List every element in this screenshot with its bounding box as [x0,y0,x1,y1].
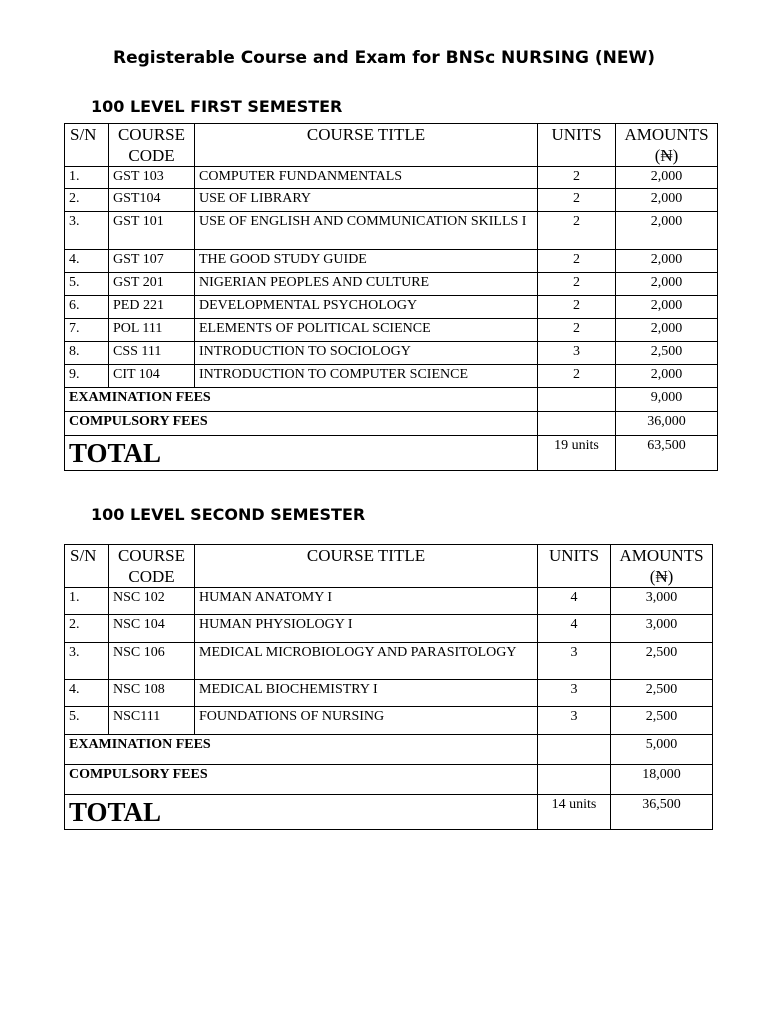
total-row [65,436,718,471]
header-amounts: AMOUNTS (₦) [616,124,718,167]
document-title: Registerable Course and Exam for BNSc NURSING (NEW) [113,48,655,68]
total-label: TOTAL [65,436,538,471]
row-sn: 2. [65,615,109,643]
row-units: 2 [538,319,616,342]
table-row [65,365,718,388]
row-sn: 4. [65,250,109,273]
table-row [65,250,718,273]
exam-fees-amount: 9,000 [616,388,718,412]
table-row [65,273,718,296]
header-course-code: COURSE CODE [109,124,195,167]
row-code: NSC 104 [109,615,195,643]
row-title: FOUNDATIONS OF NURSING [195,707,538,735]
compulsory-fees-amount: 36,000 [616,412,718,436]
row-title: MEDICAL BIOCHEMISTRY I [195,680,538,707]
row-amount: 2,500 [616,342,718,365]
row-code: NSC111 [109,707,195,735]
row-title: INTRODUCTION TO SOCIOLOGY [195,342,538,365]
total-label: TOTAL [65,795,538,830]
row-code: NSC 106 [109,643,195,680]
row-code: CIT 104 [109,365,195,388]
row-sn: 2. [65,189,109,212]
row-units: 3 [538,680,611,707]
row-units: 2 [538,212,616,250]
row-amount: 2,000 [616,273,718,296]
row-amount: 2,000 [616,319,718,342]
header-units: UNITS [538,545,611,588]
row-title: INTRODUCTION TO COMPUTER SCIENCE [195,365,538,388]
row-code: POL 111 [109,319,195,342]
row-amount: 2,500 [611,680,713,707]
row-title: HUMAN ANATOMY I [195,588,538,615]
row-units: 2 [538,250,616,273]
row-title: ELEMENTS OF POLITICAL SCIENCE [195,319,538,342]
row-units: 2 [538,189,616,212]
row-sn: 8. [65,342,109,365]
total-amount: 36,500 [611,795,713,830]
exam-fees-row [65,388,718,412]
header-units: UNITS [538,124,616,167]
row-units: 3 [538,707,611,735]
row-code: GST 101 [109,212,195,250]
first-semester-heading: 100 LEVEL FIRST SEMESTER [91,97,343,116]
row-code: NSC 102 [109,588,195,615]
row-units: 4 [538,615,611,643]
header-course-title: COURSE TITLE [195,545,538,588]
row-amount: 2,000 [616,365,718,388]
total-row [65,795,713,830]
row-sn: 5. [65,707,109,735]
second-semester-table [64,544,713,830]
row-sn: 1. [65,588,109,615]
row-title: DEVELOPMENTAL PSYCHOLOGY [195,296,538,319]
row-sn: 7. [65,319,109,342]
exam-fees-label: EXAMINATION FEES [65,735,538,765]
compulsory-fees-row [65,412,718,436]
row-title: MEDICAL MICROBIOLOGY AND PARASITOLOGY [195,643,538,680]
row-units: 3 [538,643,611,680]
row-code: GST 201 [109,273,195,296]
row-amount: 2,000 [616,250,718,273]
table-row [65,342,718,365]
compulsory-fees-label: COMPULSORY FEES [65,412,538,436]
row-units: 2 [538,167,616,189]
row-units: 3 [538,342,616,365]
row-units: 2 [538,296,616,319]
row-sn: 3. [65,212,109,250]
compulsory-fees-amount: 18,000 [611,765,713,795]
table-row [65,707,713,735]
table-row [65,189,718,212]
table-row [65,680,713,707]
table-row [65,212,718,250]
row-code: GST104 [109,189,195,212]
total-units: 19 units [538,436,616,471]
header-amounts: AMOUNTS (₦) [611,545,713,588]
table-header-row [65,545,713,588]
row-sn: 9. [65,365,109,388]
table-row [65,296,718,319]
row-amount: 2,500 [611,707,713,735]
row-title: COMPUTER FUNDANMENTALS [195,167,538,189]
header-course-code: COURSE CODE [109,545,195,588]
row-amount: 2,000 [616,212,718,250]
row-sn: 6. [65,296,109,319]
exam-fees-row [65,735,713,765]
exam-fees-label: EXAMINATION FEES [65,388,538,412]
row-code: NSC 108 [109,680,195,707]
second-semester-heading: 100 LEVEL SECOND SEMESTER [91,505,366,524]
row-title: USE OF ENGLISH AND COMMUNICATION SKILLS I [195,212,538,250]
table-header-row [65,124,718,167]
row-amount: 3,000 [611,588,713,615]
row-units: 2 [538,365,616,388]
row-amount: 2,000 [616,189,718,212]
row-amount: 2,000 [616,167,718,189]
row-sn: 5. [65,273,109,296]
row-amount: 3,000 [611,615,713,643]
exam-fees-amount: 5,000 [611,735,713,765]
row-title: USE OF LIBRARY [195,189,538,212]
row-amount: 2,000 [616,296,718,319]
row-title: THE GOOD STUDY GUIDE [195,250,538,273]
row-units: 2 [538,273,616,296]
row-sn: 4. [65,680,109,707]
row-code: GST 103 [109,167,195,189]
table-row [65,615,713,643]
compulsory-fees-row [65,765,713,795]
total-units: 14 units [538,795,611,830]
header-course-title: COURSE TITLE [195,124,538,167]
row-code: PED 221 [109,296,195,319]
row-code: CSS 111 [109,342,195,365]
row-units: 4 [538,588,611,615]
first-semester-table [64,123,718,471]
row-amount: 2,500 [611,643,713,680]
table-row [65,588,713,615]
header-sn: S/N [65,545,109,588]
compulsory-fees-label: COMPULSORY FEES [65,765,538,795]
row-title: HUMAN PHYSIOLOGY I [195,615,538,643]
table-row [65,319,718,342]
table-row [65,643,713,680]
row-sn: 1. [65,167,109,189]
table-row [65,167,718,189]
row-title: NIGERIAN PEOPLES AND CULTURE [195,273,538,296]
row-sn: 3. [65,643,109,680]
header-sn: S/N [65,124,109,167]
row-code: GST 107 [109,250,195,273]
total-amount: 63,500 [616,436,718,471]
